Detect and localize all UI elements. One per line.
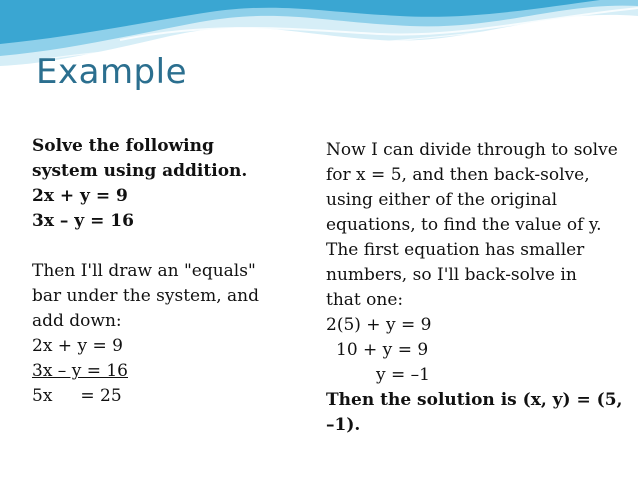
explain-line-2: bar under the system, and (32, 286, 260, 306)
slide-title: Example (36, 52, 188, 92)
right-text-line-6: numbers, so I'll back-solve in (326, 265, 577, 285)
right-text-line-3: using either of the original (326, 190, 558, 210)
right-text-line-7: that one: (326, 290, 404, 310)
solution-line-2: –1). (326, 415, 361, 435)
step-1: 2(5) + y = 9 (326, 315, 432, 335)
sum-result (32, 384, 302, 409)
right-text-line-2: for x = 5, and then back-solve, (326, 165, 590, 185)
sum-result-lhs: 5x (32, 386, 53, 406)
intro-line-2: system using addition. (32, 161, 248, 181)
paragraph-spacer (32, 234, 302, 259)
step-2: 10 + y = 9 (336, 340, 429, 360)
sum-result-rhs: = 25 (80, 386, 122, 406)
right-column (326, 138, 636, 438)
right-text-line-4: equations, to find the value of y. (326, 215, 602, 235)
explain-line-1: Then I'll draw an "equals" (32, 261, 256, 281)
explain-line-3: add down: (32, 311, 122, 331)
intro-line-1: Solve the following (32, 136, 214, 156)
left-column (32, 134, 302, 409)
equation-2: 3x – y = 16 (32, 211, 134, 231)
right-text-line-1: Now I can divide through to solve (326, 140, 618, 160)
step-3: y = –1 (376, 365, 430, 385)
solution-line-1: Then the solution is (x, y) = (5, (326, 390, 623, 410)
sum-equation-2: 3x – y = 16 (32, 361, 128, 381)
sum-equation-1: 2x + y = 9 (32, 336, 123, 356)
right-text-line-5: The first equation has smaller (326, 240, 585, 260)
equation-1: 2x + y = 9 (32, 186, 128, 206)
